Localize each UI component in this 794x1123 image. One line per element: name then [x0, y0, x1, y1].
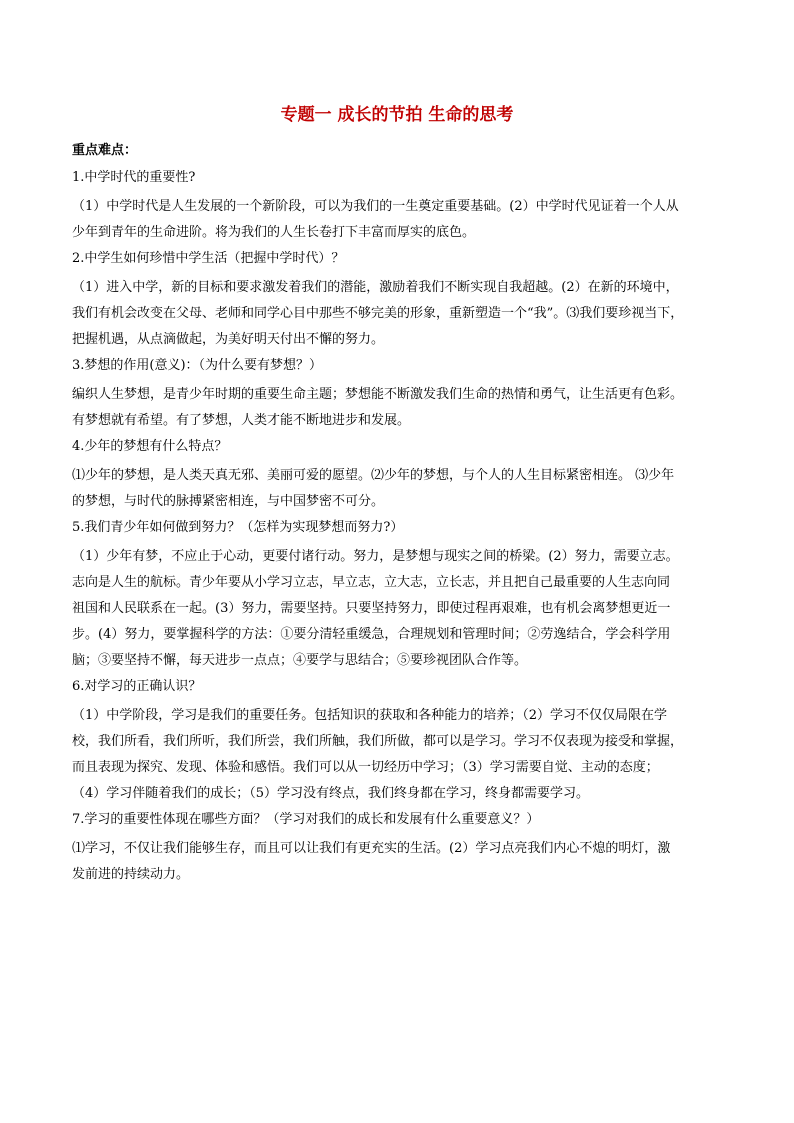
question-heading: 3.梦想的作用(意义)：（为什么要有梦想？） — [72, 358, 323, 373]
answer-line: （1）中学时代是人生发展的一个新阶段，可以为我们的一生奠定重要基础。(2）中学时代见证着一个人从 — [72, 199, 679, 214]
qa-item — [72, 436, 722, 515]
answer-line: 把握机遇，从点滴做起，为美好明天付出不懈的努力。 — [72, 332, 385, 347]
question-heading: 2.中学生如何珍惜中学生活（把握中学时代）？ — [72, 251, 345, 266]
answer-line: 祖国和人民联系在一起。(3）努力，需要坚持。只要坚持努力，即使过程再艰难，也有机会离梦想更近一 — [72, 601, 671, 616]
qa-item — [72, 517, 722, 674]
qa-item — [72, 248, 722, 353]
qa-item — [72, 355, 722, 434]
answer-line: 脑；③要坚持不懈，每天进步一点点；④要学与思结合；⑤要珍视团队合作等。 — [72, 653, 528, 668]
answer-line: 我们有机会改变在父母、老师和同学心目中那些不够完美的形象，重新塑造一个“我”。⑶我们要珍视当下， — [72, 306, 684, 321]
answer-line: 的梦想，与时代的脉搏紧密相连，与中国梦密不可分。 — [72, 494, 385, 509]
answer-line: （1）进入中学，新的目标和要求激发着我们的潜能，激励着我们不断实现自我超越。(2）在新的环境中， — [72, 280, 679, 295]
answer-line: （1）中学阶段，学习是我们的重要任务。包括知识的获取和各种能力的培养；（2）学习不仅仅局限在学 — [72, 708, 668, 723]
answer-line: 发前进的持续动力。 — [72, 867, 190, 882]
answer-paragraph — [72, 703, 722, 807]
document-page — [72, 100, 722, 890]
answer-line: 而且表现为探究、发现、体验和感悟。我们可以从一切经历中学习；（3）学习需要自觉、主动的态度； — [72, 760, 659, 775]
answer-line: 校，我们所看，我们所听，我们所尝，我们所触，我们所做，都可以是学习。学习不仅表现为接受和掌握， — [72, 734, 684, 749]
answer-paragraph — [72, 194, 722, 246]
qa-item — [72, 809, 722, 888]
question-heading: 5.我们青少年如何做到努力？（怎样为实现梦想而努力?） — [72, 520, 404, 535]
question-heading: 4.少年的梦想有什么特点？ — [72, 439, 228, 454]
answer-paragraph — [72, 544, 722, 674]
answer-line: ⑴学习，不仅让我们能够生存，而且可以让我们有更充实的生活。(2）学习点亮我们内心不熄的明灯，激 — [72, 841, 671, 856]
answer-paragraph — [72, 836, 722, 888]
document-title: 专题一 成长的节拍 生命的思考 — [280, 105, 514, 125]
answer-paragraph — [72, 275, 722, 353]
answer-line: （1）少年有梦，不应止于心动，更要付诸行动。努力，是梦想与现实之间的桥梁。(2）努力，需要立志。 — [72, 549, 679, 564]
answer-line: 有梦想就有希望。有了梦想，人类才能不断地进步和发展。 — [72, 413, 411, 428]
answer-line: （4）学习伴随着我们的成长；（5）学习没有终点，我们终身都在学习，终身都需要学习。 — [72, 786, 590, 801]
section-label: 重点难点： — [72, 143, 138, 158]
answer-line: ⑴少年的梦想，是人类天真无邪、美丽可爱的愿望。⑵少年的梦想，与个人的人生目标紧密相连。 ⑶少年 — [72, 468, 675, 483]
answer-line: 编织人生梦想，是青少年时期的重要生命主题；梦想能不断激发我们生命的热情和勇气，让生活更有色彩。 — [72, 387, 684, 402]
qa-list — [72, 167, 722, 888]
question-heading: 1.中学时代的重要性? — [72, 170, 196, 185]
question-heading: 7.学习的重要性体现在哪些方面？（学习对我们的成长和发展有什么重要意义？） — [72, 812, 540, 827]
answer-line: 少年到青年的生命进阶。将为我们的人生长卷打下丰富而厚实的底色。 — [72, 225, 476, 240]
answer-paragraph — [72, 382, 722, 434]
qa-item — [72, 167, 722, 246]
qa-item — [72, 676, 722, 807]
answer-line: 志向是人生的航标。青少年要从小学习立志，早立志，立大志，立长志，并且把自己最重要的人生志向同 — [72, 575, 671, 590]
question-heading: 6.对学习的正确认识？ — [72, 679, 202, 694]
answer-paragraph — [72, 463, 722, 515]
answer-line: 步。(4）努力，要掌握科学的方法：①要分清轻重缓急，合理规划和管理时间；②劳逸结合，学会科学用 — [72, 627, 671, 642]
